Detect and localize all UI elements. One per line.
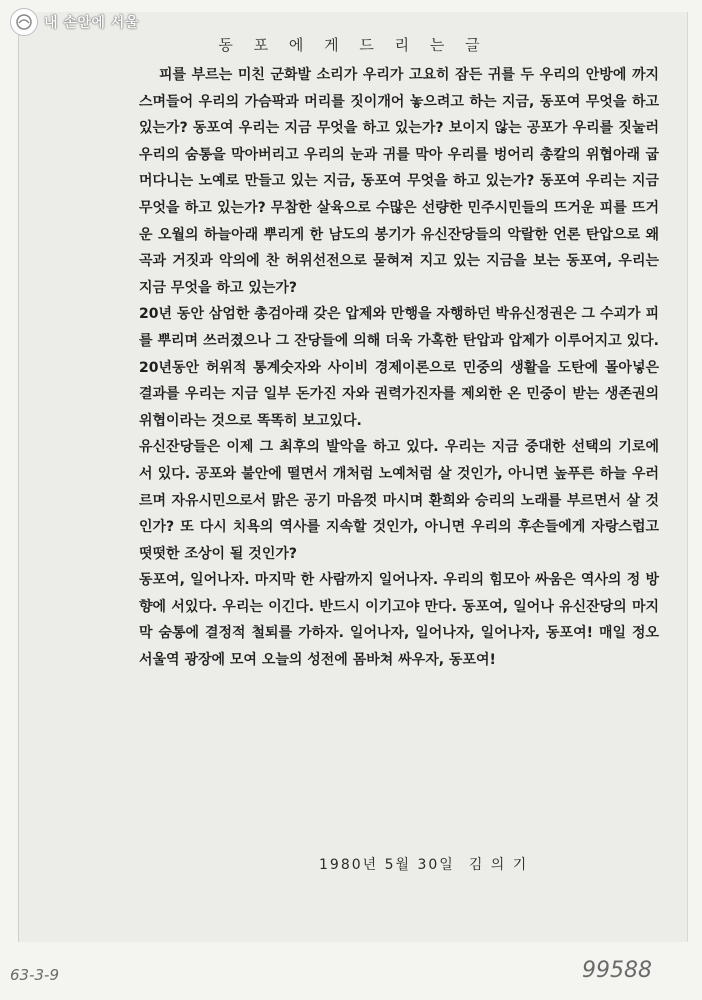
paragraph-3: 유신잔당들은 이제 그 최후의 발악을 하고 있다. 우리는 지금 중대한 선택의 기로에 서 있다. 공포와 불안에 떨면서 개처럼 노예처럼 살 것인가, 아니면 높푸른 하늘 우러르며 자유시민으로서 맑은 공기 마음껏 마시며 환희와 승리의 노래를 부르면서 살 것인가? 또 다시 치욕의 역사를 지속할 것인가, 아니면 우리의 후손들에게 자랑스럽고 떳떳한 조상이 될 것인가?	[139, 439, 659, 562]
archive-note-right: 99588	[582, 958, 652, 983]
signature-date: 1980년 5월 30일	[319, 857, 455, 873]
paragraph-2: 20년 동안 삼엄한 총검아래 갖은 압제와 만행을 자행하던 박유신정권은 그 수괴가 피를 뿌리며 쓰러졌으나 그 잔당들에 의해 더욱 가혹한 탄압과 압제가 이루어지고 있다. 20년동안 허위적 통계숫자와 사이비 경제이론으로 민중의 생활을 도탄에 몰아넣은 결과를 우리는 지금 일부 돈가진 자와 권력가진자를 제외한 온 민중이 받는 생존권의 위협이라는 것으로 똑똑히 보고있다.	[139, 306, 659, 429]
document-sheet	[18, 12, 688, 942]
paragraph-1: 피를 부르는 미친 군화발 소리가 우리가 고요히 잠든 귀를 두 우리의 안방에 까지 스며들어 우리의 가슴팍과 머리를 짓이개어 놓으려고 하는 지금, 동포여 무엇을 하고 있는가? 동포여 우리는 지금 무엇을 하고 있는가? 보이지 않는 공포가 우리를 짓눌러 우리의 숨통을 막아버리고 우리의 눈과 귀를 막아 우리를 벙어리 총칼의 위협아래 굽머다니는 노예로 만들고 있는 지금, 동포여 무엇을 하고 있는가? 동포여 우리는 지금 무엇을 하고 있는가? 무참한 살육으로 수많은 선량한 민주시민들의 뜨거운 피를 뜨거운 오월의 하늘아래 뿌리게 한 남도의 봉기가 유신잔당들의 악랄한 언론 탄압으로 왜곡과 거짓과 악의에 찬 허위선전으로 묻혀져 지고 있는 지금을 보는 동포여, 우리는 지금 무엇을 하고 있는가?	[139, 67, 659, 296]
paragraph-4: 동포여, 일어나자. 마지막 한 사람까지 일어나자. 우리의 힘모아 싸움은 역사의 정 방향에 서있다. 우리는 이긴다. 반드시 이기고야 만다. 동포여, 일어나 유신잔당의 마지막 숨통에 결정적 철퇴를 가하자. 일어나자, 일어나자, 일어나자, 동포여! 매일 정오 서울역 광장에 모여 오늘의 성전에 몸바쳐 싸우자, 동포여!	[139, 572, 659, 669]
watermark-text: 내 손안에 서울	[44, 15, 139, 31]
signature-line	[319, 854, 528, 874]
signature-name: 김 의 기	[468, 857, 529, 873]
document-title: 동 포 에 게 드 리 는 글	[218, 36, 488, 54]
seoul-logo-icon	[10, 8, 38, 36]
archive-note-left: 63-3-9	[10, 966, 59, 984]
document-body	[139, 62, 659, 674]
watermark-logo	[10, 8, 139, 36]
